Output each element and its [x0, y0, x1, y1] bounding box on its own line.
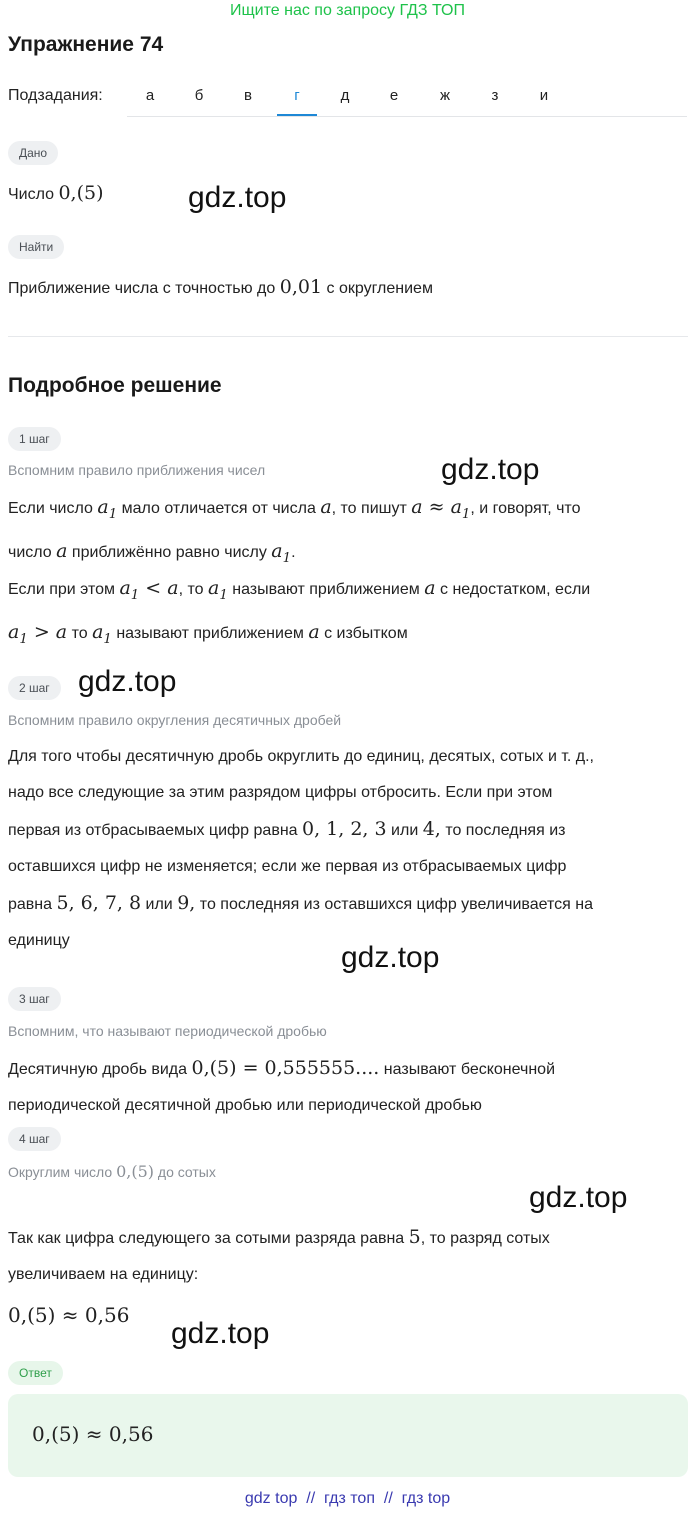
subtasks-label: Подзадания:: [8, 87, 103, 104]
s1p2-m4-base: a: [8, 620, 20, 643]
s1p2-t6: называют приближением: [116, 624, 304, 642]
watermark: gdz.top: [78, 665, 177, 698]
step3-chip: 3 шаг: [8, 987, 61, 1011]
s4-hint-math: 0,(5): [116, 1162, 155, 1181]
step2-chip: 2 шаг: [8, 676, 61, 700]
s1p1-m5-base: a: [271, 539, 283, 562]
solution-title: Подробное решение: [8, 374, 222, 397]
step1-hint: Вспомним правило приближения чисел: [8, 462, 266, 478]
tab-v[interactable]: в: [244, 87, 252, 104]
s1p1-t5: число: [8, 543, 52, 561]
s1p2-t3: называют приближением: [232, 581, 420, 598]
s1p2-t1: Если при этом: [8, 581, 116, 598]
step4-formula: 0,(5) ≈ 0,56: [8, 1303, 130, 1327]
s2-l5m2: 9,: [177, 892, 196, 914]
watermark: gdz.top: [171, 1317, 270, 1350]
tab-g[interactable]: г: [277, 82, 317, 116]
s1p1-t6: приближённо равно числу: [71, 543, 267, 561]
step2-hint: Вспомним правило округления десятичных дробей: [8, 712, 342, 728]
watermark: gdz.top: [341, 941, 440, 974]
s3-l1m: 0,(5) = 0,555555....: [191, 1057, 380, 1079]
given-math: 0,(5): [58, 182, 104, 204]
step3-chip-wrap: [8, 987, 61, 1011]
step2-chip-wrap: [8, 676, 61, 700]
s4-hint-prefix: Округлим число: [8, 1164, 113, 1180]
s4-l1b: , то разряд сотых: [420, 1230, 550, 1247]
s1p2-m2-base: a: [207, 577, 220, 599]
watermark: gdz.top: [188, 181, 287, 214]
s1p1-m5: $a_1$: [271, 539, 292, 566]
s1p2-t4: с недостатком, если: [440, 581, 591, 598]
page-title: Упражнение 74: [8, 33, 164, 56]
s1p2-m4-rest: > a: [27, 620, 68, 643]
watermark: gdz.top: [529, 1181, 628, 1214]
s1p2-m1: $a_1 < a$: [119, 577, 179, 603]
s1p1-m1: $a_1$: [97, 496, 118, 522]
given-prefix: Число: [8, 186, 55, 203]
find-prefix: Приближение числа с точностью до: [8, 280, 276, 297]
s2-l5c: то последняя из оставшихся цифр увеличивается на: [199, 896, 593, 913]
divider: [8, 336, 688, 337]
top-banner: Ищите нас по запросу ГДЗ ТОП: [230, 2, 465, 19]
s1p1-t1: Если число: [8, 500, 93, 517]
tab-a[interactable]: а: [145, 87, 155, 104]
s4-l1a: Так как цифра следующего за сотыми разряда равна: [8, 1230, 405, 1247]
step4-paragraph: [8, 1219, 688, 1293]
given-text: [8, 182, 104, 204]
s2-l3m2: 4,: [422, 818, 441, 840]
tab-z[interactable]: з: [491, 87, 499, 104]
answer-formula: 0,(5) ≈ 0,56: [32, 1422, 154, 1446]
s2-l3b: или: [391, 822, 419, 839]
s1p1-m3-base: a ≈ a: [411, 496, 462, 518]
footer-links[interactable]: gdz top // гдз топ // гдз top: [244, 1490, 451, 1507]
s2-l5m: 5, 6, 7, 8: [56, 892, 142, 914]
s1p2-m5: $a_1$: [92, 620, 112, 647]
given-chip-wrap: [8, 141, 58, 165]
s2-l6: единицу: [8, 932, 70, 949]
s2-l3c: то последняя из: [445, 822, 566, 839]
step1-chip-wrap: [8, 427, 61, 451]
step2-paragraph: [8, 739, 688, 959]
watermark: gdz.top: [441, 453, 540, 486]
step1-chip: 1 шаг: [8, 427, 61, 451]
s1p2-t2: , то: [178, 581, 204, 598]
s1p2-m5-base: a: [92, 620, 104, 643]
s1p2-t5: то: [71, 624, 88, 642]
step4-chip: 4 шаг: [8, 1127, 61, 1151]
s2-l5b: или: [145, 896, 173, 913]
s1p2-m1-rest: < a: [139, 577, 179, 599]
step4-hint: [8, 1162, 216, 1181]
s1p2-m1-base: a: [119, 577, 131, 599]
answer-box: [8, 1394, 688, 1477]
s1p1-m1-base: a: [97, 496, 109, 518]
s1p1-t4: , и говорят, что: [470, 500, 581, 517]
s4-hint-suffix: до сотых: [157, 1164, 216, 1180]
s1p2-m2: $a_1$: [207, 577, 228, 603]
step3-hint: Вспомним, что называют периодической дробью: [8, 1023, 327, 1039]
answer-chip: Ответ: [8, 1361, 63, 1385]
s3-l1b: называют бесконечной: [383, 1061, 555, 1078]
tab-b[interactable]: б: [194, 87, 204, 104]
s1p1-t2: мало отличается от числа: [121, 500, 316, 517]
tab-i[interactable]: и: [539, 87, 549, 104]
s1p2-m6: a: [308, 620, 320, 643]
s2-l3a: первая из отбрасываемых цифр равна: [8, 822, 298, 839]
s2-l2: надо все следующие за этим разрядом цифры отбросить. Если при этом: [8, 784, 553, 801]
s2-l4: оставшихся цифр не изменяется; если же первая из отбрасываемых цифр: [8, 858, 567, 875]
s3-l2: периодической десятичной дробью или периодической дробью: [8, 1097, 482, 1114]
step1-paragraph2: [8, 570, 688, 658]
find-chip: Найти: [8, 235, 64, 259]
find-text: [8, 276, 433, 298]
s4-l1m: 5: [408, 1226, 421, 1248]
find-chip-wrap: [8, 235, 64, 259]
given-chip: Дано: [8, 141, 58, 165]
s2-l3m: 0, 1, 2, 3: [302, 818, 387, 840]
answer-chip-wrap: [8, 1361, 63, 1385]
tab-d[interactable]: д: [340, 87, 350, 104]
s1p1-m2: a: [320, 496, 332, 518]
s1p1-m4: a: [56, 539, 68, 562]
subtasks-tabs: [127, 82, 687, 117]
s3-l1a: Десятичную дробь вида: [8, 1061, 188, 1078]
tab-e[interactable]: е: [389, 87, 399, 104]
s1p1-t3: , то пишут: [331, 500, 407, 517]
s1p2-m4: $a_1 > a$: [8, 620, 68, 647]
s2-l1: Для того чтобы десятичную дробь округлить до единиц, десятых, сотых и т. д.,: [8, 748, 594, 765]
find-math: 0,01: [279, 276, 323, 298]
step3-paragraph: [8, 1050, 688, 1124]
step4-chip-wrap: [8, 1127, 61, 1151]
s1p2-m3: a: [424, 577, 436, 599]
s1p1-m3: $a \approx a_1$: [411, 496, 471, 522]
find-suffix: с округлением: [326, 280, 433, 297]
s4-l2: увеличиваем на единицу:: [8, 1266, 199, 1283]
s2-l5a: равна: [8, 896, 53, 913]
step1-paragraph1: Если число $a_1$ мало отличается от числа a, то пишут $a \approx a_1$, и говорят, что число a приближённо равно числу $a_1$.: [8, 496, 581, 566]
s1p2-t7: с избытком: [324, 624, 408, 642]
tab-zh[interactable]: ж: [439, 87, 451, 104]
